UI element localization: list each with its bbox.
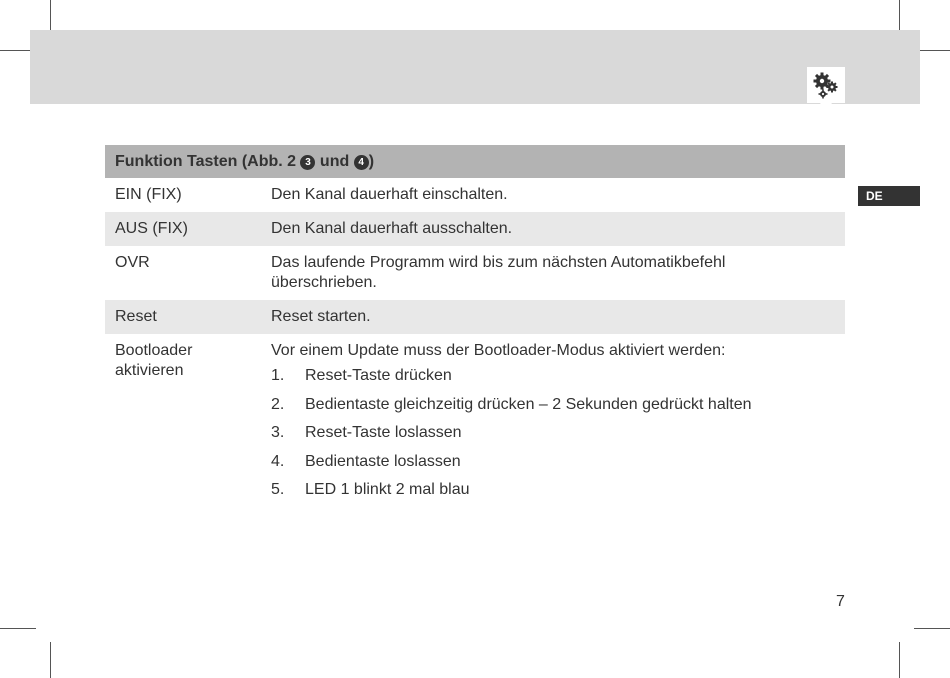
step-number: 4. [271,452,285,470]
header-tab [807,67,845,103]
table-title-suffix: ) [368,153,375,170]
list-item [271,452,835,481]
row-value: Den Kanal dauerhaft ausschalten. [261,212,845,246]
figure-marker-4: 4 [354,155,369,170]
table-row [105,212,845,246]
table-title-mid: und [315,153,354,170]
table-title-prefix: Funktion Tasten (Abb. 2 [115,153,301,170]
step-text: Reset-Taste loslassen [305,424,462,441]
language-tag: DE [858,186,920,206]
table-row [105,178,845,212]
gears-icon [811,70,841,100]
step-number: 1. [271,367,285,384]
row-value: Reset starten. [261,300,845,334]
step-text: Reset-Taste drücken [305,367,452,384]
row-value: Das laufende Programm wird bis zum nächsten Automatikbefehl überschrieben. [271,254,726,291]
list-item [271,423,835,452]
table-row [105,334,845,516]
step-text: Bedientaste gleichzeitig drücken – 2 Sekunden gedrückt halten [305,395,752,413]
function-table [105,145,845,516]
header-band [30,30,920,104]
row-key [105,334,261,516]
row-key-line: aktivieren [115,362,184,379]
table-header-row [105,145,845,178]
row-value: Den Kanal dauerhaft einschalten. [271,186,508,203]
crop-mark [914,628,950,629]
row-key: AUS (FIX) [105,212,261,246]
row-key: Reset [105,300,261,334]
bootloader-steps [271,366,835,509]
crop-mark [0,628,36,629]
step-number: 5. [271,481,285,498]
bootloader-intro: Vor einem Update muss der Bootloader-Modus aktiviert werden: [271,342,726,359]
figure-marker-3: 3 [300,155,315,170]
row-key-line: Bootloader [115,342,193,359]
crop-mark [899,642,900,678]
step-text: Bedientaste loslassen [305,452,461,470]
step-number: 3. [271,424,285,441]
list-item [271,366,835,395]
page-number: 7 [836,593,845,610]
step-number: 2. [271,395,285,413]
list-item [271,395,835,424]
list-item [271,480,835,509]
table-row [105,246,845,300]
row-key: OVR [115,254,150,271]
row-value [261,334,845,516]
table-row [105,300,845,334]
crop-mark [50,642,51,678]
step-text: LED 1 blinkt 2 mal blau [305,481,470,498]
row-key: EIN (FIX) [115,186,182,203]
table-title [105,145,845,178]
